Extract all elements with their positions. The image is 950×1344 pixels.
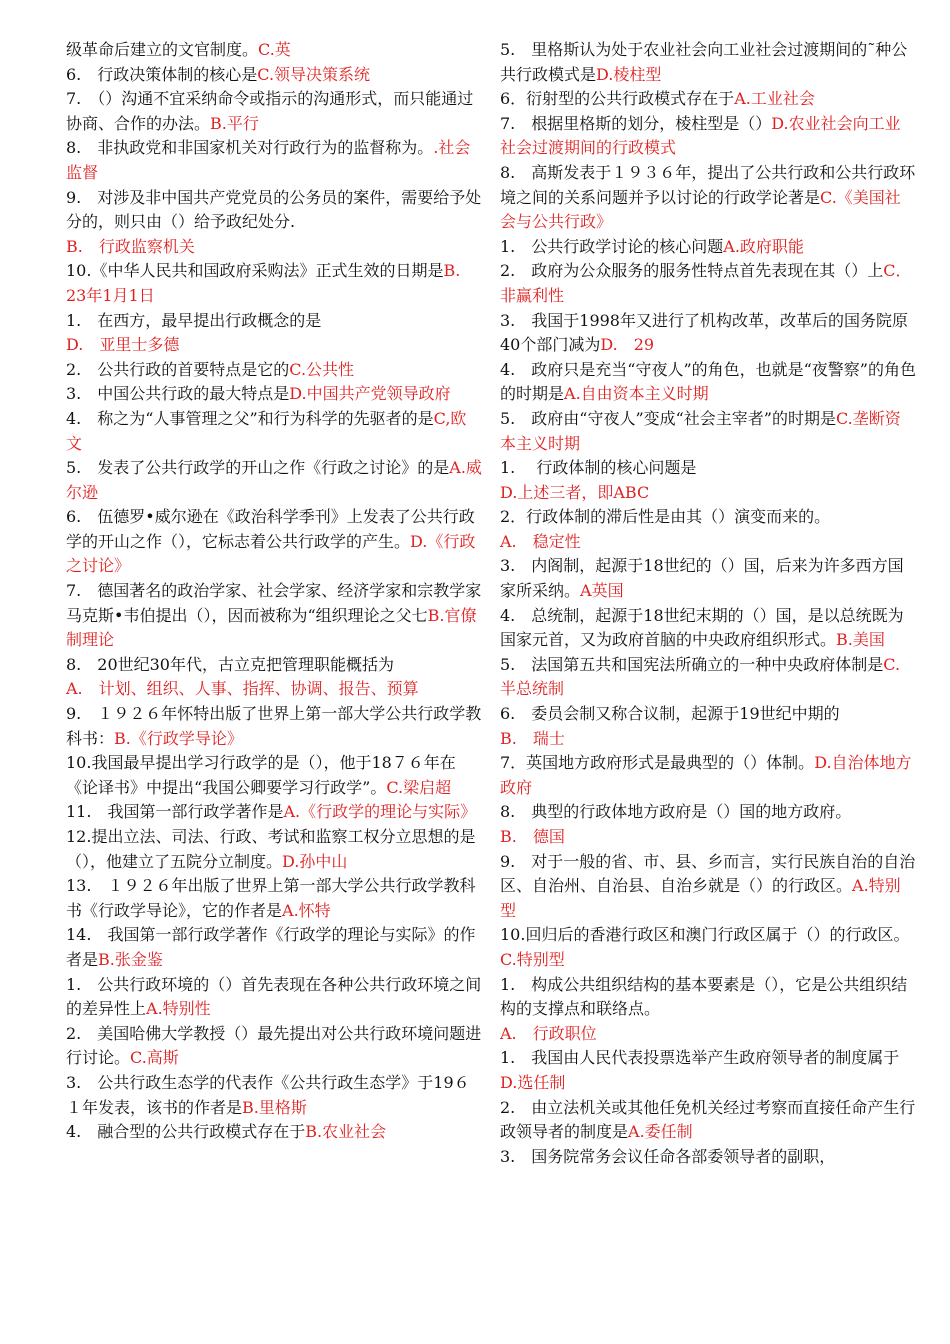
question-text: 1. 公共行政环境的（）首先表现在各种公共行政环境之间的差异性上 bbox=[66, 974, 482, 1019]
question-text: 10.回归后的香港行政区和澳门行政区属于（）的行政区。 bbox=[500, 925, 910, 945]
question-text: 1. 在西方，最早提出行政概念的是 bbox=[66, 310, 322, 330]
answer-text: D. 29 bbox=[600, 335, 655, 355]
question-item bbox=[66, 358, 482, 383]
question-text: 6. 委员会制又称合议制，起源于19世纪中期的 bbox=[500, 704, 840, 724]
question-item bbox=[500, 38, 916, 87]
answer-text: A.《行政学的理论与实际》 bbox=[283, 802, 477, 822]
question-item bbox=[66, 751, 482, 800]
answer-text: B.官僚制理论 bbox=[66, 605, 477, 650]
answer-text: D.孙中山 bbox=[282, 851, 348, 871]
question-text: 7. （）沟通不宜采纳命令或指示的沟通形式，而只能通过协商、合作的办法。 bbox=[66, 89, 474, 133]
question-text: 7. 根据里格斯的划分，棱柱型是（） bbox=[500, 113, 772, 133]
answer-text: .社会监督 bbox=[66, 138, 471, 182]
question-text: 5. 法国第五共和国宪法所确立的一种中央政府体制是 bbox=[500, 654, 884, 674]
question-item bbox=[66, 259, 482, 308]
question-text: 8. 非执政党和非国家机关对行政行为的监督称为。 bbox=[66, 138, 434, 158]
question-item bbox=[500, 481, 916, 506]
answer-text: C.垄断资本主义时期 bbox=[500, 408, 901, 453]
answer-text: A英国 bbox=[580, 581, 624, 601]
question-item bbox=[500, 407, 916, 456]
question-item bbox=[500, 653, 916, 702]
answer-text: A.怀特 bbox=[282, 900, 331, 920]
answer-text: D. 亚里士多德 bbox=[66, 335, 180, 355]
question-text: 1. 构成公共组织结构的基本要素是（），它是公共组织结构的支撑点和联络点。 bbox=[500, 974, 908, 1019]
question-item bbox=[66, 382, 482, 407]
answer-text: B. 23年1月1日 bbox=[66, 261, 477, 305]
question-item bbox=[66, 407, 482, 456]
question-item bbox=[500, 505, 916, 530]
question-item bbox=[66, 923, 482, 972]
question-item bbox=[66, 1022, 482, 1071]
question-item bbox=[500, 87, 916, 112]
question-item bbox=[500, 112, 916, 161]
answer-text: C.高斯 bbox=[130, 1048, 179, 1068]
question-item bbox=[500, 751, 916, 800]
answer-text: A.威尔逊 bbox=[66, 458, 482, 502]
question-text: 3. 内阁制，起源于18世纪的（）国，后来为许多西方国家所采纳。 bbox=[500, 556, 904, 601]
question-item bbox=[66, 38, 482, 63]
question-item bbox=[500, 850, 916, 924]
question-text: 9. 对于一般的省、市、县、乡而言，实行民族自治的自治区、自治州、自治县、自治乡就是（）的行政区。 bbox=[500, 851, 916, 896]
question-item bbox=[66, 874, 482, 923]
question-text: 1. 行政体制的核心问题是 bbox=[500, 458, 697, 478]
answer-text: C.特别型 bbox=[500, 949, 565, 969]
question-text: 8. 典型的行政体地方政府是（）国的地方政府。 bbox=[500, 802, 852, 822]
question-text: 10.《中华人民共和国政府采购法》正式生效的日期是 bbox=[66, 261, 444, 281]
question-item bbox=[66, 333, 482, 358]
answer-text: D.中国共产党领导政府 bbox=[289, 384, 451, 404]
answer-text: A. 稳定性 bbox=[500, 531, 581, 551]
question-item bbox=[500, 604, 916, 653]
question-text: 2. 由立法机关或其他任免机关经过考察而直接任命产生行政领导者的制度是 bbox=[500, 1097, 916, 1142]
question-item bbox=[66, 87, 482, 136]
question-text: 级革命后建立的文官制度。 bbox=[66, 40, 259, 59]
question-item bbox=[66, 702, 482, 751]
answer-text: B.《行政学导论》 bbox=[114, 728, 243, 748]
answer-text: C,欧文 bbox=[66, 408, 467, 453]
question-item bbox=[66, 505, 482, 579]
answer-text: C．非赢利性 bbox=[500, 261, 912, 305]
question-text: 5. 发表了公共行政学的开山之作《行政之讨论》的是 bbox=[66, 458, 450, 478]
question-item bbox=[66, 186, 482, 235]
answer-text: A.特别型 bbox=[500, 876, 901, 920]
question-item bbox=[66, 63, 482, 88]
question-text: 6. 伍德罗•威尔逊在《政治科学季刊》上发表了公共行政学的开山之作（），它标志着公共行政学的产生。 bbox=[66, 507, 475, 551]
question-item bbox=[66, 973, 482, 1022]
question-text: 7. 德国著名的政治学家、社会学家、经济学家和宗教学家马克斯•韦伯提出（），因而被称为“组织理论之父七 bbox=[66, 581, 482, 625]
question-item bbox=[500, 727, 916, 752]
left-column bbox=[66, 38, 482, 1145]
question-item bbox=[66, 825, 482, 874]
question-item bbox=[66, 309, 482, 334]
question-text: 13. １９２６年出版了世界上第一部大学公共行政学教科书《行政学导论》，它的作者是 bbox=[66, 876, 476, 920]
question-text: 3. 中国公共行政的最大特点是 bbox=[66, 384, 290, 404]
answer-text: C.《美国社会与公共行政》 bbox=[500, 187, 901, 232]
answer-text: B.里格斯 bbox=[242, 1097, 307, 1117]
answer-text: B.农业社会 bbox=[305, 1122, 387, 1142]
answer-text: B. 瑞士 bbox=[500, 728, 565, 748]
question-item bbox=[66, 653, 482, 678]
answer-text: A.工业社会 bbox=[734, 89, 815, 109]
question-item bbox=[66, 136, 482, 185]
question-item bbox=[500, 235, 916, 260]
question-text: 6．衍射型的公共行政模式存在于 bbox=[500, 89, 735, 109]
question-text: 10.我国最早提出学习行政学的是（），他于18７６年在《论译书》中提出“我国公卿要学习行政学”。 bbox=[66, 753, 456, 797]
answer-text: D.《行政之讨论》 bbox=[66, 531, 476, 576]
answer-text: B. 德国 bbox=[500, 827, 565, 846]
question-item bbox=[500, 259, 916, 308]
question-text: 3. 国务院常务会议任命各部委领导者的副职， bbox=[500, 1146, 836, 1166]
answer-text: A.委任制 bbox=[628, 1122, 693, 1142]
question-text: 11. 我国第一部行政学著作是 bbox=[66, 802, 284, 822]
answer-text: A. 计划、组织、人事、指挥、协调、报告、预算 bbox=[66, 679, 419, 699]
question-item bbox=[500, 973, 916, 1022]
answer-text: D.选任制 bbox=[500, 1072, 566, 1092]
answer-text: D.农业社会向工业社会过渡期间的行政模式 bbox=[500, 113, 901, 158]
answer-text: D.自治体地方政府 bbox=[500, 753, 912, 797]
question-item bbox=[500, 456, 916, 481]
answer-text: B.平行 bbox=[210, 113, 259, 133]
answer-text: B.张金鉴 bbox=[98, 949, 163, 969]
question-item bbox=[66, 1071, 482, 1120]
question-text: 2．行政体制的滞后性是由其（）演变而来的。 bbox=[500, 507, 831, 527]
question-item bbox=[66, 579, 482, 653]
answer-text: A.特别性 bbox=[146, 999, 211, 1019]
answer-text: C.公共性 bbox=[289, 359, 355, 379]
question-text: 2. 美国哈佛大学教授（）最先提出对公共行政环境问题进行讨论。 bbox=[66, 1023, 482, 1068]
question-text: 3. 公共行政生态学的代表作《公共行政生态学》于19６１年发表，该书的作者是 bbox=[66, 1072, 470, 1117]
question-item bbox=[500, 554, 916, 603]
question-text: 7．英国地方政府形式是最典型的（）体制。 bbox=[500, 753, 815, 773]
question-item bbox=[500, 358, 916, 407]
question-text: 9. １９２６年怀特出版了世界上第一部大学公共行政学教科书： bbox=[66, 704, 482, 748]
question-item bbox=[500, 309, 916, 358]
question-item bbox=[500, 825, 916, 850]
question-text: 4. 融合型的公共行政模式存在于 bbox=[66, 1122, 306, 1142]
answer-text: C.领导决策系统 bbox=[257, 64, 371, 84]
question-item bbox=[500, 923, 916, 972]
question-item bbox=[66, 800, 482, 825]
answer-text: C.梁启超 bbox=[386, 777, 452, 797]
question-text: 1. 我国由人民代表投票选举产生政府领导者的制度属于 bbox=[500, 1048, 900, 1068]
question-item bbox=[500, 1046, 916, 1095]
question-text: 8. 高斯发表于１９３６年，提出了公共行政和公共行政环境之间的关系问题并予以讨论的行政学论著是 bbox=[500, 162, 916, 207]
question-text: 5. 里格斯认为处于农业社会向工业社会过渡期间的˜种公共行政模式是 bbox=[500, 40, 908, 84]
question-text: 1. 公共行政学讨论的核心问题 bbox=[500, 236, 724, 256]
answer-text: B. 行政监察机关 bbox=[66, 236, 195, 256]
question-item bbox=[66, 677, 482, 702]
question-text: 5. 政府由“守夜人”变成“社会主宰者”的时期是 bbox=[500, 408, 836, 428]
question-text: 2. 政府为公众服务的服务性特点首先表现在其（）上 bbox=[500, 261, 884, 281]
question-text: 4. 称之为“人事管理之父”和行为科学的先驱者的是 bbox=[66, 408, 434, 428]
question-text: 9. 对涉及非中国共产党党员的公务员的案件，需要给予处分的，则只由（）给予政纪处分. bbox=[66, 187, 482, 232]
right-column bbox=[500, 38, 916, 1169]
answer-text: D.棱柱型 bbox=[596, 64, 662, 84]
question-item bbox=[66, 1120, 482, 1145]
question-item bbox=[500, 530, 916, 555]
answer-text: A.政府职能 bbox=[723, 236, 804, 256]
question-item bbox=[500, 800, 916, 825]
answer-text: B.美国 bbox=[836, 630, 885, 650]
answer-text: A. 行政职位 bbox=[500, 1023, 597, 1043]
answer-text: A.自由资本主义时期 bbox=[564, 384, 709, 404]
question-item bbox=[500, 702, 916, 727]
question-item bbox=[66, 235, 482, 260]
question-item bbox=[500, 1022, 916, 1047]
question-item bbox=[500, 161, 916, 235]
question-text: 4. 政府只是充当“守夜人”的角色，也就是“夜警察”的角色的时期是 bbox=[500, 359, 916, 404]
answer-text: C.半总统制 bbox=[500, 654, 901, 699]
question-text: 14. 我国第一部行政学著作《行政学的理论与实际》的作者是 bbox=[66, 925, 476, 969]
question-text: 12.提出立法、司法、行政、考试和监察工权分立思想的是（），他建立了五院分立制度。 bbox=[66, 827, 476, 871]
question-text: 3. 我国于1998年又进行了机构改革，改革后的国务院原40个部门减为 bbox=[500, 310, 908, 355]
answer-text: D.上述三者，即ABC bbox=[500, 482, 650, 502]
answer-text: C.英 bbox=[258, 40, 291, 59]
question-text: 8. 20世纪30年代，古立克把管理职能概括为 bbox=[66, 654, 394, 674]
question-item bbox=[500, 1096, 916, 1145]
question-text: 2. 公共行政的首要特点是它的 bbox=[66, 359, 290, 379]
question-text: 4. 总统制，起源于18世纪末期的（）国，是以总统既为国家元首，又为政府首脑的中央政府组织形式。 bbox=[500, 605, 904, 650]
question-text: 6. 行政决策体制的核心是 bbox=[66, 64, 258, 84]
question-item bbox=[66, 456, 482, 505]
question-item bbox=[500, 1145, 916, 1170]
